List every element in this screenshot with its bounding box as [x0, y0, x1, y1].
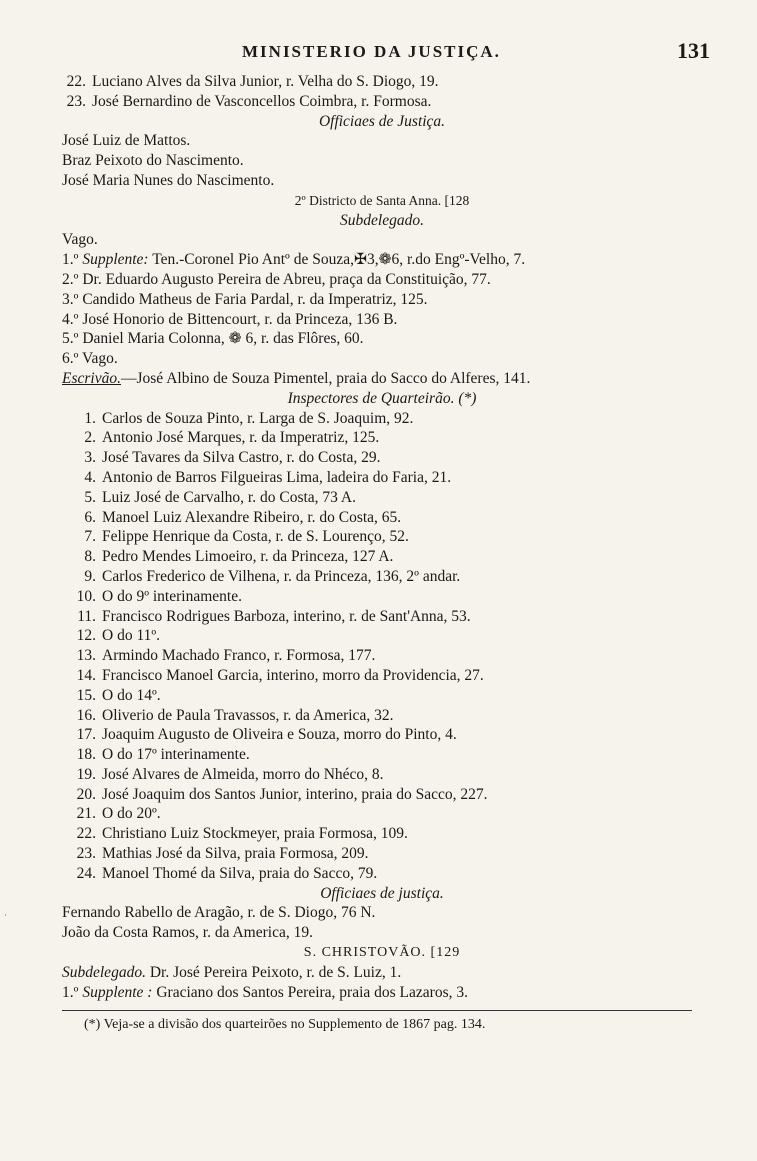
list-item — [62, 844, 702, 864]
list-item-text: José Alvares de Almeida, morro do Nhéco, 8. — [102, 765, 384, 783]
list-item — [62, 587, 702, 607]
list-item-text: Antonio José Marques, r. da Imperatriz, 125. — [102, 429, 380, 447]
list-item-number: 9. — [84, 567, 96, 585]
list-item-text: Joaquim Augusto de Oliveira e Souza, morro do Pinto, 4. — [102, 726, 457, 744]
list-item-number: 20. — [76, 785, 96, 803]
list-item — [62, 508, 702, 528]
list-item-number: 22. — [76, 825, 96, 843]
footnote-divider — [62, 1010, 692, 1011]
list-item — [62, 646, 702, 666]
list-item: Fernando Rabello de Aragão, r. de S. Diogo, 76 N. — [62, 904, 376, 922]
section-heading: Inspectores de Quarteirão. (*) — [287, 389, 477, 407]
list-item: José Luiz de Mattos. — [62, 132, 191, 150]
list-item — [62, 824, 702, 844]
list-item-text: Manoel Thomé da Silva, praia do Sacco, 79. — [102, 864, 378, 882]
list-item-text: O do 17º interinamente. — [102, 746, 250, 764]
list-item-text: Francisco Rodrigues Barboza, interino, r. de Sant'Anna, 53. — [102, 607, 471, 625]
list-item-text: O do 9º interinamente. — [102, 587, 242, 605]
list-item-text: Pedro Mendes Limoeiro, r. da Princeza, 127 A. — [102, 548, 394, 566]
list-item — [62, 428, 702, 448]
supplente-item: 4.º José Honorio de Bittencourt, r. da Princeza, 136 B. — [62, 310, 398, 328]
subdelegado-line: Subdelegado. Dr. José Pereira Peixoto, r. de S. Luiz, 1. — [62, 963, 402, 981]
margin-mark: · — [4, 910, 7, 920]
list-item-number: 5. — [84, 488, 96, 506]
list-item — [62, 686, 702, 706]
list-item-number: 4. — [84, 468, 96, 486]
list-item-text: José Tavares da Silva Castro, r. do Costa, 29. — [102, 449, 381, 467]
list-item — [62, 864, 702, 884]
list-item — [62, 409, 702, 429]
list-item-number: 24. — [76, 864, 96, 882]
list-item-number: 18. — [76, 746, 96, 764]
list-item — [62, 804, 702, 824]
list-item-text: Mathias José da Silva, praia Formosa, 209. — [102, 845, 369, 863]
list-item — [62, 725, 702, 745]
list-item-text: O do 11º. — [102, 627, 161, 645]
list-item — [62, 448, 702, 468]
list-item — [62, 706, 702, 726]
list-item-number: 16. — [76, 706, 96, 724]
section-heading: Officiaes de Justiça. — [318, 112, 446, 130]
list-item-number: 6. — [84, 508, 96, 526]
list-item — [62, 626, 702, 646]
list-item-number: 11. — [77, 607, 96, 625]
list-item — [62, 468, 702, 488]
list-item-text: Felippe Henrique da Costa, r. de S. Lourenço, 52. — [102, 528, 409, 546]
list-item-number: 17. — [76, 726, 96, 744]
list-item — [62, 785, 702, 805]
list-item: Braz Peixoto do Nascimento. — [62, 152, 244, 170]
supplente-item: 3.º Candido Matheus de Faria Pardal, r. da Imperatriz, 125. — [62, 290, 428, 308]
list-item-text: José Joaquim dos Santos Junior, interino, praia do Sacco, 227. — [102, 785, 488, 803]
running-head: MINISTERIO DA JUSTIÇA. — [242, 42, 501, 61]
list-item — [62, 607, 702, 627]
list-item-text: Oliverio de Paula Travassos, r. da America, 32. — [102, 706, 394, 724]
list-item-text: Christiano Luiz Stockmeyer, praia Formosa, 109. — [102, 825, 408, 843]
list-item-number: 10. — [76, 587, 96, 605]
list-item: 22. Luciano Alves da Silva Junior, r. Velha do S. Diogo, 19. — [66, 73, 439, 90]
escrivao-line: Escrivão.—José Albino de Souza Pimentel, praia do Sacco do Alferes, 141. — [62, 369, 531, 387]
footnote: (*) Veja-se a divisão dos quarteirões no Supplemento de 1867 pag. 134. — [84, 1017, 486, 1033]
list-item-text: Manoel Luiz Alexandre Ribeiro, r. do Costa, 65. — [102, 508, 402, 526]
list-item-number: 12. — [76, 627, 96, 645]
supplente-item: 6.º Vago. — [62, 350, 118, 368]
section-heading: Subdelegado. — [340, 211, 424, 229]
list-item-text: Carlos de Souza Pinto, r. Larga de S. Joaquim, 92. — [102, 409, 414, 427]
page-number: 131 — [677, 38, 710, 63]
list-item-number: 3. — [84, 449, 96, 467]
supplente-item: 1.º Supplente: Ten.-Coronel Pio Antº de Souza,✠3,❁6, r.do Engº-Velho, 7. — [62, 251, 526, 269]
list-item — [62, 567, 702, 587]
list-item-text: Francisco Manoel Garcia, interino, morro da Providencia, 27. — [102, 666, 484, 684]
list-item-number: 19. — [76, 765, 96, 783]
list-item-text: Carlos Frederico de Vilhena, r. da Princeza, 136, 2º andar. — [102, 567, 461, 585]
list-item-text: Antonio de Barros Filgueiras Lima, ladeira do Faria, 21. — [102, 468, 452, 486]
section-heading: Officiaes de justiça. — [320, 884, 444, 902]
vago-line: Vago. — [62, 231, 98, 249]
list-item-number: 23. — [76, 845, 96, 863]
page-header — [62, 38, 710, 72]
list-item-number: 1. — [84, 409, 96, 427]
list-item-number: 13. — [76, 647, 96, 665]
list-item: João da Costa Ramos, r. da America, 19. — [62, 924, 313, 942]
district-heading: S. CHRISTOVÃO. [129 — [303, 945, 461, 961]
list-item-text: Luiz José de Carvalho, r. do Costa, 73 A. — [102, 488, 356, 506]
list-item-text: O do 14º. — [102, 686, 161, 704]
district-heading: 2º Districto de Santa Anna. [128 — [294, 192, 470, 208]
list-item — [62, 666, 702, 686]
list-item: 23. José Bernardino de Vasconcellos Coimbra, r. Formosa. — [66, 92, 432, 110]
document-page — [62, 38, 710, 1035]
list-item-number: 21. — [76, 805, 96, 823]
list-item-number: 15. — [76, 686, 96, 704]
list-item — [62, 765, 702, 785]
list-item-number: 14. — [76, 666, 96, 684]
list-item-number: 7. — [84, 528, 96, 546]
list-item-number: 8. — [84, 548, 96, 566]
list-item — [62, 745, 702, 765]
inspectores-list — [62, 409, 702, 884]
list-item — [62, 527, 702, 547]
list-item: José Maria Nunes do Nascimento. — [62, 171, 275, 189]
list-item — [62, 547, 702, 567]
supplente-item: 1.º Supplente : Graciano dos Santos Pereira, praia dos Lazaros, 3. — [62, 983, 468, 1001]
list-item — [62, 488, 702, 508]
supplente-item: 5.º Daniel Maria Colonna, ❁ 6, r. das Flôres, 60. — [62, 330, 364, 348]
list-item-text: O do 20º. — [102, 805, 161, 823]
list-item-text: Armindo Machado Franco, r. Formosa, 177. — [102, 647, 376, 665]
supplente-item: 2.º Dr. Eduardo Augusto Pereira de Abreu, praça da Constituição, 77. — [62, 270, 491, 288]
list-item-number: 2. — [84, 429, 96, 447]
